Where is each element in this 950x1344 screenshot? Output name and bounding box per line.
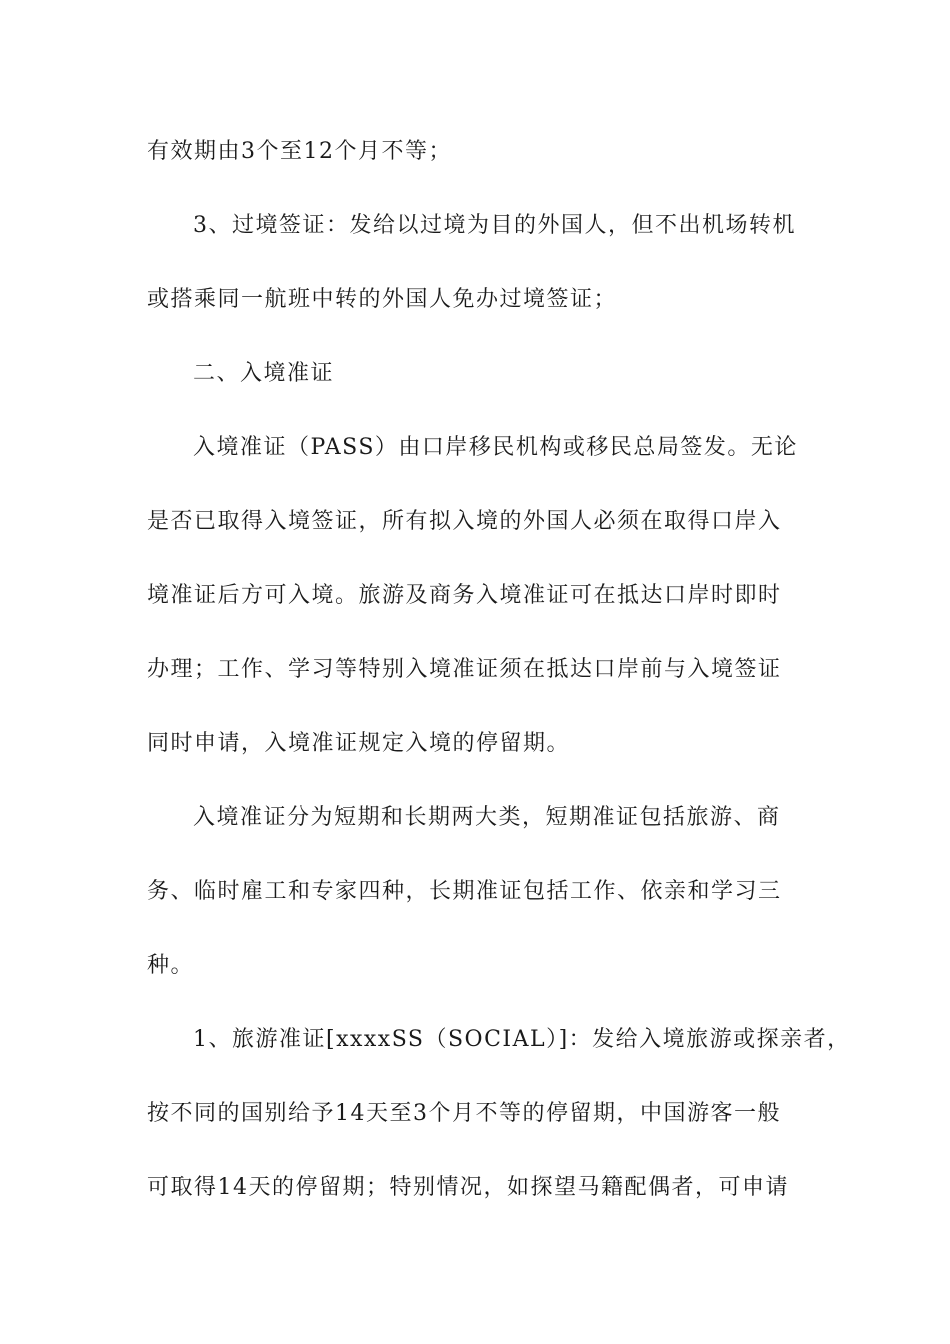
text-line: 务、临时雇工和专家四种，长期准证包括工作、依亲和学习三: [147, 879, 782, 904]
text-line: 同时申请，入境准证规定入境的停留期。: [147, 731, 571, 756]
text-line: 办理；工作、学习等特别入境准证须在抵达口岸前与入境签证: [147, 657, 782, 682]
text-line: 入境准证分为短期和长期两大类，短期准证包括旅游、商: [193, 805, 781, 830]
text-line: 可取得14天的停留期；特别情况，如探望马籍配偶者，可申请: [147, 1175, 789, 1200]
section-heading: 二、入境准证: [193, 361, 335, 386]
text-line: 3、过境签证：发给以过境为目的外国人，但不出机场转机: [193, 213, 796, 238]
text-line: 是否已取得入境签证，所有拟入境的外国人必须在取得口岸入: [147, 509, 782, 534]
text-line: 按不同的国别给予14天至3个月不等的停留期，中国游客一般: [147, 1101, 781, 1126]
text-line: 或搭乘同一航班中转的外国人免办过境签证；: [147, 287, 618, 312]
text-line: 1、旅游准证[xxxxSS（SOCIAL）]：发给入境旅游或探亲者，: [193, 1027, 851, 1052]
text-line: 境准证后方可入境。旅游及商务入境准证可在抵达口岸时即时: [147, 583, 782, 608]
body-text: [147, 126, 851, 1236]
text-line: 有效期由3个至12个月不等；: [147, 139, 452, 164]
text-line: 种。: [147, 953, 195, 978]
text-line: 入境准证（PASS）由口岸移民机构或移民总局签发。无论: [193, 435, 798, 460]
